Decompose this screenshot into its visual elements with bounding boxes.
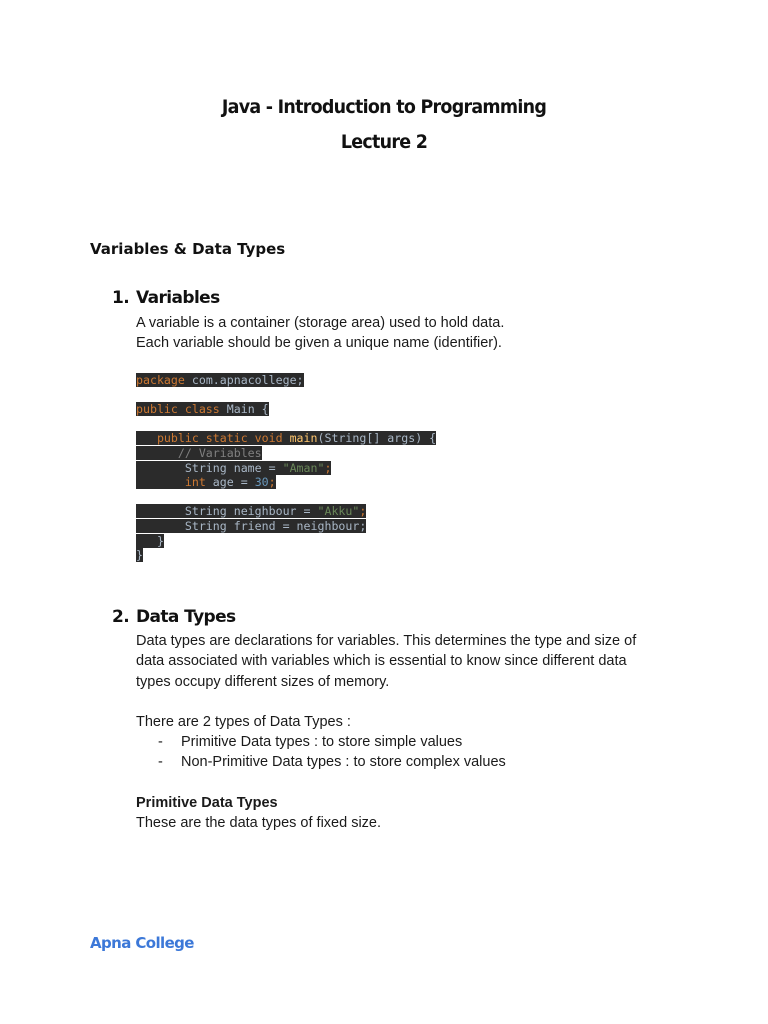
code-token: ;	[359, 504, 367, 519]
code-token: class	[177, 402, 220, 417]
code-line-main	[136, 431, 436, 446]
code-token: public	[136, 402, 178, 417]
datatypes-para-line: Data types are declarations for variables. This determines the type and size of	[136, 633, 637, 649]
code-token: com.apnacollege;	[184, 373, 304, 387]
code-line-friend	[136, 519, 436, 534]
variables-description	[136, 313, 676, 354]
datatypes-number: 2.	[112, 607, 130, 627]
code-token: age =	[205, 475, 255, 490]
bullet-dash: -	[158, 754, 163, 771]
code-line-blank	[136, 417, 436, 432]
code-line-neighbour	[136, 504, 436, 519]
variables-heading-text: Variables	[136, 288, 220, 308]
bullet-dash: -	[158, 734, 163, 750]
list-item	[158, 732, 506, 752]
code-line-package	[136, 373, 436, 388]
datatypes-description	[136, 631, 676, 692]
code-line-close-inner	[136, 534, 436, 549]
code-token: }	[136, 533, 164, 548]
datatypes-para-line: data associated with variables which is essential to know since different data	[136, 653, 627, 670]
variables-heading	[112, 288, 220, 308]
code-line-blank	[136, 490, 436, 505]
code-token: ;	[324, 460, 332, 475]
code-block	[136, 373, 436, 563]
list-item	[158, 752, 506, 772]
code-token: 30	[254, 475, 269, 490]
code-token: (String[] args) {	[317, 431, 437, 446]
code-token: "Aman"	[282, 460, 325, 475]
document-title: Java - Introduction to Programming	[221, 96, 547, 118]
datatypes-para-line: types occupy different sizes of memory.	[136, 673, 390, 690]
section-title: Variables & Data Types	[90, 240, 286, 258]
code-line-comment	[136, 446, 436, 461]
code-line-age	[136, 475, 436, 490]
code-token: // Variables	[136, 445, 262, 460]
code-token: main	[282, 431, 318, 446]
code-token: package	[136, 373, 185, 387]
list-item-text: Primitive Data types : to store simple values	[181, 734, 463, 750]
primitive-heading: Primitive Data Types	[136, 795, 278, 811]
list-item-text: Non-Primitive Data types : to store complex values	[181, 754, 506, 771]
datatypes-heading-text: Data Types	[136, 607, 236, 627]
variables-number: 1.	[112, 288, 130, 308]
code-token: }	[136, 548, 143, 563]
datatypes-heading	[112, 607, 236, 627]
code-token: String neighbour =	[136, 504, 318, 519]
code-line-name	[136, 461, 436, 476]
code-token: String name =	[136, 460, 283, 475]
code-line-class	[136, 402, 436, 417]
variables-para-line: A variable is a container (storage area) used to hold data.	[136, 315, 505, 331]
code-token: "Akku"	[317, 504, 360, 519]
code-token: Main {	[219, 402, 269, 417]
footer-brand: Apna College	[90, 934, 194, 952]
code-token: int	[136, 475, 206, 490]
primitive-description: These are the data types of fixed size.	[136, 815, 382, 831]
lecture-title: Lecture 2	[340, 131, 428, 153]
code-line-close-outer	[136, 548, 436, 563]
code-token: ;	[268, 475, 276, 490]
code-line-blank	[136, 388, 436, 403]
code-token: public static void	[136, 431, 283, 446]
datatypes-bullet-list	[158, 732, 506, 773]
variables-para-line: Each variable should be given a unique name (identifier).	[136, 335, 502, 352]
datatypes-intro: There are 2 types of Data Types :	[136, 714, 351, 730]
code-token: String friend = neighbour;	[136, 518, 367, 533]
